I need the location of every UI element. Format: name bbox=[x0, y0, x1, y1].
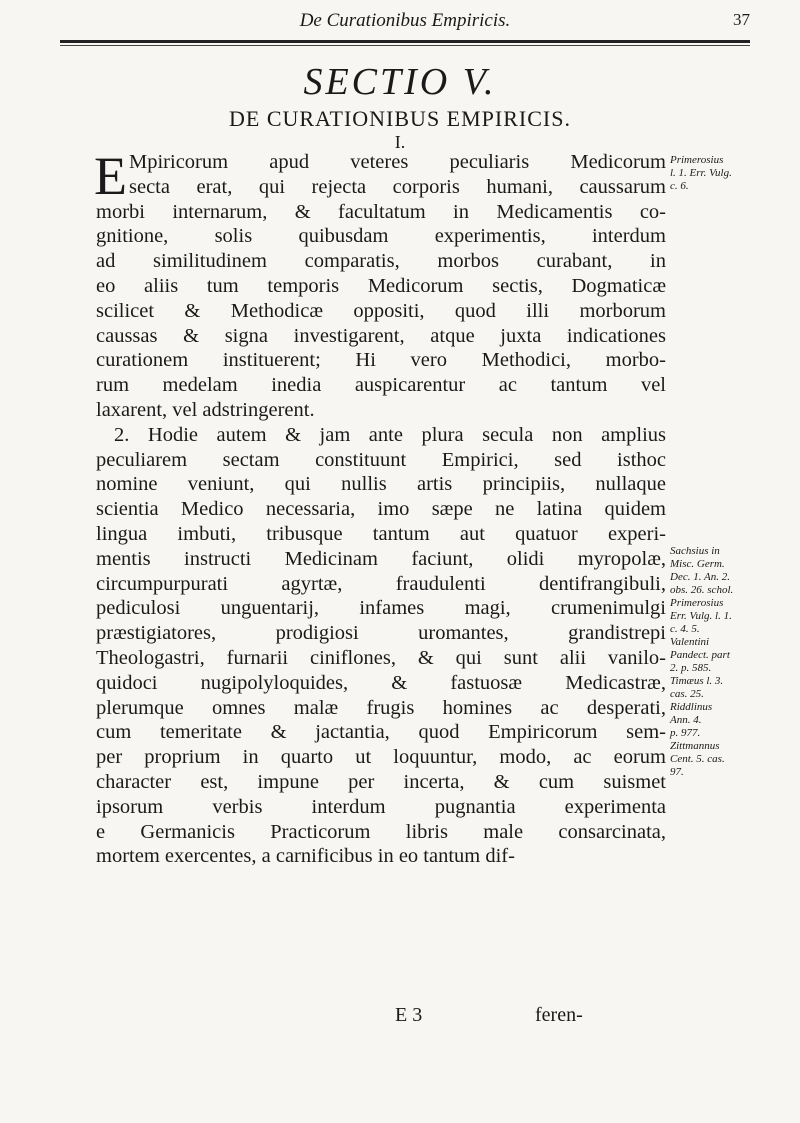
text-line: scientia Medico necessaria, imo sæpe ne latina quidem bbox=[96, 498, 666, 521]
margin-note: Cent. 5. cas. bbox=[670, 753, 725, 765]
text-line: plerumque omnes malæ frugis homines ac desperati, bbox=[96, 696, 666, 719]
drop-cap: E bbox=[94, 146, 127, 206]
margin-note: Dec. 1. An. 2. bbox=[670, 571, 730, 583]
text-line: eo aliis tum temporis Medicorum sectis, Dogmaticæ bbox=[96, 274, 666, 297]
margin-note: 2. p. 585. bbox=[670, 662, 712, 674]
text-line: curationem instituerent; Hi vero Methodici, morbo- bbox=[96, 349, 666, 372]
text-line: ad similitudinem comparatis, morbos curabant, in bbox=[96, 250, 666, 273]
margin-note: Valentini bbox=[670, 636, 710, 648]
text-line: character est, impune per incerta, & cum suismet bbox=[96, 770, 666, 793]
text-line: scilicet & Methodicæ oppositi, quod illi morborum bbox=[96, 299, 666, 322]
text-line: gnitione, solis quibusdam experimentis, interdum bbox=[96, 225, 666, 248]
text-line: mentis instructi Medicinam faciunt, olidi myropolæ, bbox=[96, 547, 666, 570]
text-line: cum temeritate & jactantia, quod Empiricorum sem- bbox=[96, 721, 666, 744]
text-line: Theologastri, furnarii ciniflones, & qui sunt alii vanilo- bbox=[96, 646, 666, 669]
text-line: rum medelam inedia auspicarentur ac tantum vel bbox=[96, 374, 666, 397]
text-line: præstigiatores, prodigiosi uromantes, grandistrepi bbox=[96, 622, 666, 645]
running-head-title: De Curationibus Empiricis. bbox=[299, 10, 511, 31]
text-line: mortem exercentes, a carnificibus in eo tantum dif- bbox=[96, 845, 515, 868]
text-line: secta erat, qui rejecta corporis humani, caussarum bbox=[129, 175, 666, 198]
margin-note: cas. 25. bbox=[670, 688, 704, 700]
margin-note: Primerosius bbox=[670, 154, 724, 166]
margin-note: Ann. 4. bbox=[670, 714, 702, 726]
text-line: pediculosi unguentarij, infames magi, crumenimulgi bbox=[96, 597, 666, 620]
text-line: laxarent, vel adstringerent. bbox=[96, 398, 315, 421]
text-line: circumpurpurati agyrtæ, fraudulenti dentifrangibuli, bbox=[96, 572, 666, 595]
text-line: lingua imbuti, tribusque tantum aut quatuor experi- bbox=[96, 522, 666, 545]
section-title: SECTIO V. bbox=[303, 61, 497, 103]
margin-note: Sachsius in bbox=[670, 545, 720, 557]
margin-note: obs. 26. schol. bbox=[670, 584, 734, 596]
text-line: Mpiricorum apud veteres peculiaris Medicorum bbox=[129, 151, 666, 173]
margin-note: l. 1. Err. Vulg. bbox=[670, 167, 732, 179]
margin-note: Riddlinus bbox=[670, 701, 713, 713]
text-line: per proprium in quarto ut loquuntur, modo, ac eorum bbox=[96, 746, 666, 769]
head-rule-thin bbox=[60, 45, 750, 46]
margin-note: Zittmannus bbox=[670, 740, 720, 752]
margin-note: Misc. Germ. bbox=[670, 558, 725, 570]
head-rule-thick bbox=[60, 40, 750, 43]
text-line: morbi internarum, & facultatum in Medicamentis co- bbox=[96, 200, 666, 223]
margin-note: Err. Vulg. l. 1. bbox=[670, 610, 732, 622]
margin-note: Timæus l. 3. bbox=[670, 675, 724, 687]
text-line: nomine veniunt, qui nullis artis principiis, nullaque bbox=[96, 473, 666, 496]
margin-note: p. 977. bbox=[670, 727, 701, 739]
text-line: 2. Hodie autem & jam ante plura secula non amplius bbox=[114, 423, 666, 446]
margin-note: c. 4. 5. bbox=[670, 623, 700, 635]
catchword: feren- bbox=[535, 1004, 583, 1026]
signature-mark: E 3 bbox=[395, 1004, 423, 1026]
margin-note: Primerosius bbox=[670, 597, 724, 609]
text-line: peculiarem sectam constituunt Empirici, sed isthoc bbox=[96, 448, 666, 471]
margin-note: c. 6. bbox=[670, 180, 689, 192]
section-subtitle: DE CURATIONIBUS EMPIRICIS. bbox=[229, 106, 571, 131]
text-line: quidoci nugipolyloquides, & fastuosæ Medicastræ, bbox=[96, 671, 666, 694]
text-line: ipsorum verbis interdum pugnantia experimenta bbox=[96, 795, 666, 818]
text-line: e Germanicis Practicorum libris male consarcinata, bbox=[96, 820, 666, 843]
margin-note: Pandect. part bbox=[670, 649, 730, 661]
body-text bbox=[94, 146, 666, 869]
paragraph-number: I. bbox=[394, 132, 406, 152]
margin-note: 97. bbox=[670, 766, 684, 778]
page-number: 37 bbox=[733, 10, 750, 29]
text-line: caussas & signa investigarent, atque juxta indicationes bbox=[96, 324, 666, 347]
